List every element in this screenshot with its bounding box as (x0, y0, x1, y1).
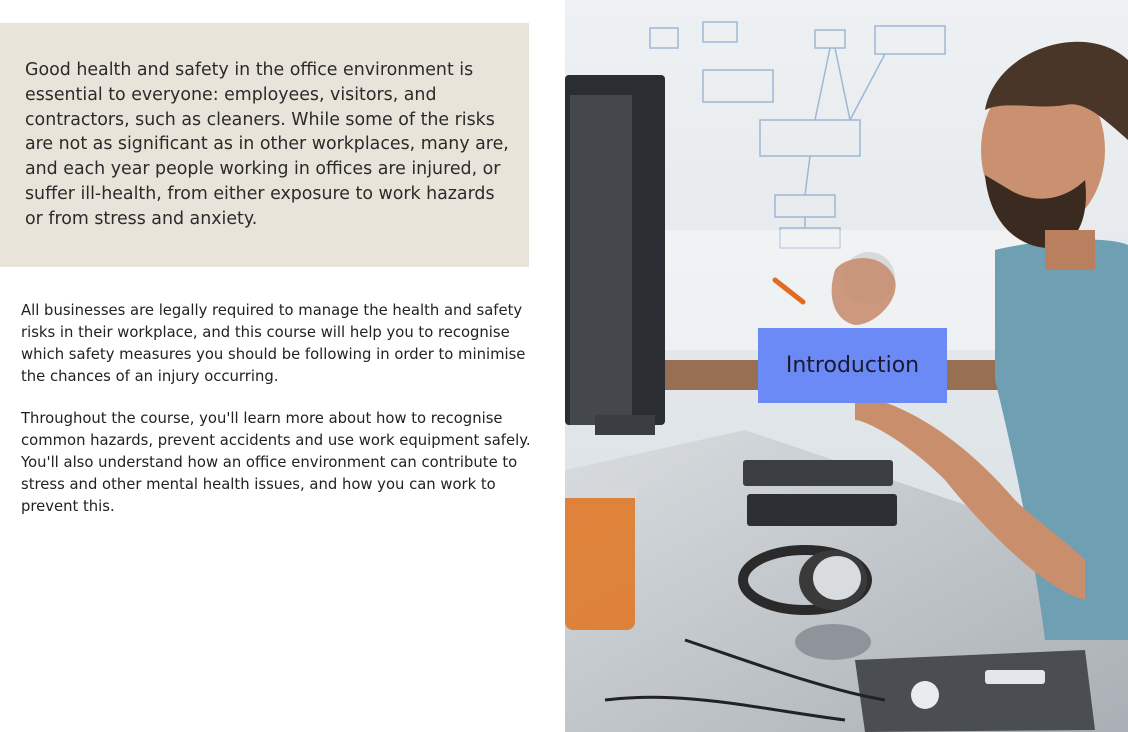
jar (565, 490, 635, 630)
body-paragraph-1: All businesses are legally required to manage the health and safety risks in their workplace, and this course will help you to recognise which safety measures you should be following in order to minimise the chances of an injury occurring. (21, 302, 526, 385)
laptop (855, 650, 1095, 732)
introduction-button[interactable]: Introduction (758, 328, 947, 403)
notebook (747, 494, 897, 526)
intro-callout (0, 23, 529, 267)
callout-text: Good health and safety in the office environment is essential to everyone: employees, visitors, and contractors, such as cleaners. While some of the risks are not as significant as in other workplaces, many are, and each year people working in offices are injured, or suffer ill-health, from either exposure to work hazards or from stress and anxiety. (25, 60, 509, 229)
body-paragraph-2: Throughout the course, you'll learn more about how to recognise common hazards, prevent accidents and use work equipment safely. You'll also understand how an office environment can contribute to stress and other mental health issues, and how you can work to prevent this. (21, 410, 531, 515)
mouse (795, 624, 871, 660)
notebook (743, 460, 893, 486)
body-text (21, 300, 533, 538)
